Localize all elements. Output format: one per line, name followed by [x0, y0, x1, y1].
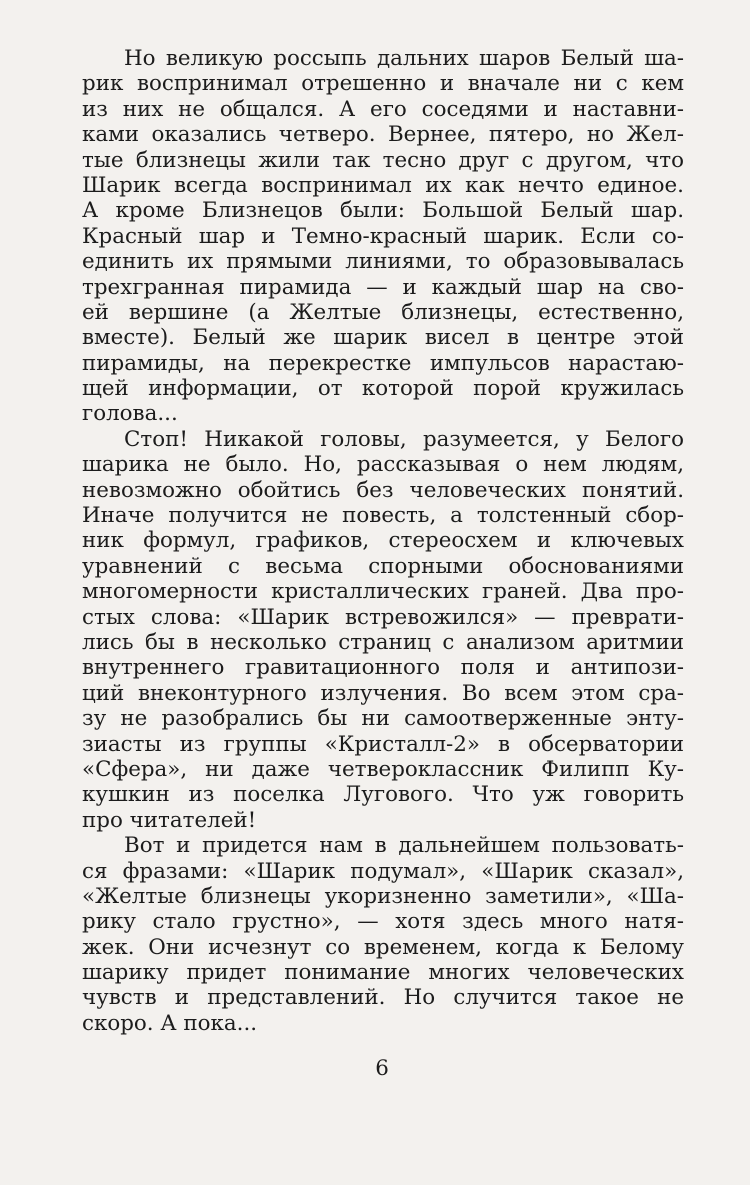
text-line: лись бы в несколько страниц с анализом аритмии	[82, 629, 684, 655]
text-line: внутреннего гравитационного поля и антипози-	[82, 655, 684, 681]
text-line: Но великую россыпь дальних шаров Белый ша-	[124, 46, 684, 71]
text-line: рику стало грустно», — хотя здесь много натя-	[82, 909, 684, 935]
text-line: А кроме Близнецов были: Большой Белый шар.	[82, 198, 684, 224]
text-line: ками оказались четверо. Вернее, пятеро, но Жел-	[82, 122, 684, 148]
text-line: вместе). Белый же шарик висел в центре этой	[82, 325, 684, 351]
text-line: жек. Они исчезнут со временем, когда к Белому	[82, 934, 684, 960]
text-line: Вот и придется нам в дальнейшем пользовать-	[124, 833, 684, 859]
paragraph	[82, 46, 684, 427]
text-line: щей информации, от которой порой кружилась	[82, 376, 684, 402]
text-line: кушкин из поселка Лугового. Что уж говорить	[82, 782, 684, 808]
page-number: 6	[375, 1056, 389, 1081]
text-line: из них не общался. А его соседями и наставни-	[82, 96, 684, 122]
text-line: Шарик всегда воспринимал их как нечто единое.	[82, 172, 684, 198]
text-line: рик воспринимал отрешенно и вначале ни с кем	[82, 71, 684, 97]
text-line: Красный шар и Темно-красный шарик. Если со-	[82, 223, 684, 249]
text-line: стых слова: «Шарик встревожился» — преврати-	[82, 604, 684, 630]
text-line: шарику придет понимание многих человеческих	[82, 960, 684, 986]
text-line: ей вершине (а Желтые близнецы, естественно,	[82, 299, 684, 325]
text-line: скоро. А пока...	[82, 1010, 258, 1036]
text-line: тые близнецы жили так тесно друг с другом, что	[82, 147, 684, 173]
text-line: многомерности кристаллических граней. Два про-	[82, 579, 684, 605]
text-line: пирамиды, на перекрестке импульсов нарастаю-	[82, 350, 684, 376]
paragraph	[82, 833, 684, 1036]
text-line: чувств и представлений. Но случится такое не	[82, 985, 684, 1011]
text-line: уравнений с весьма спорными обоснованиями	[82, 553, 684, 579]
text-line: голова...	[82, 401, 178, 427]
paragraph	[82, 427, 684, 833]
text-line: невозможно обойтись без человеческих понятий.	[82, 477, 684, 503]
text-line: ся фразами: «Шарик подумал», «Шарик сказал»,	[82, 858, 684, 884]
text-line: «Сфера», ни даже четвероклассник Филипп Ку-	[82, 756, 684, 782]
text-line: зиасты из группы «Кристалл-2» в обсерватории	[82, 731, 684, 757]
text-line: трехгранная пирамида — и каждый шар на сво-	[82, 274, 684, 300]
text-line: шарика не было. Но, рассказывая о нем людям,	[82, 452, 684, 478]
text-line: единить их прямыми линиями, то образовывалась	[82, 249, 684, 275]
text-line: ций внеконтурного излучения. Во всем этом сра-	[82, 680, 684, 706]
text-line: про читателей!	[82, 807, 257, 833]
text-line: Стоп! Никакой головы, разумеется, у Белого	[124, 426, 684, 452]
text-line: «Желтые близнецы укоризненно заметили», «Ша-	[82, 883, 684, 909]
text-line: Иначе получится не повесть, а толстенный сбор-	[82, 503, 684, 529]
body-text	[82, 46, 684, 1036]
text-line: ник формул, графиков, стереосхем и ключевых	[82, 528, 684, 554]
text-line: зу не разобрались бы ни самоотверженные энту-	[82, 706, 684, 732]
